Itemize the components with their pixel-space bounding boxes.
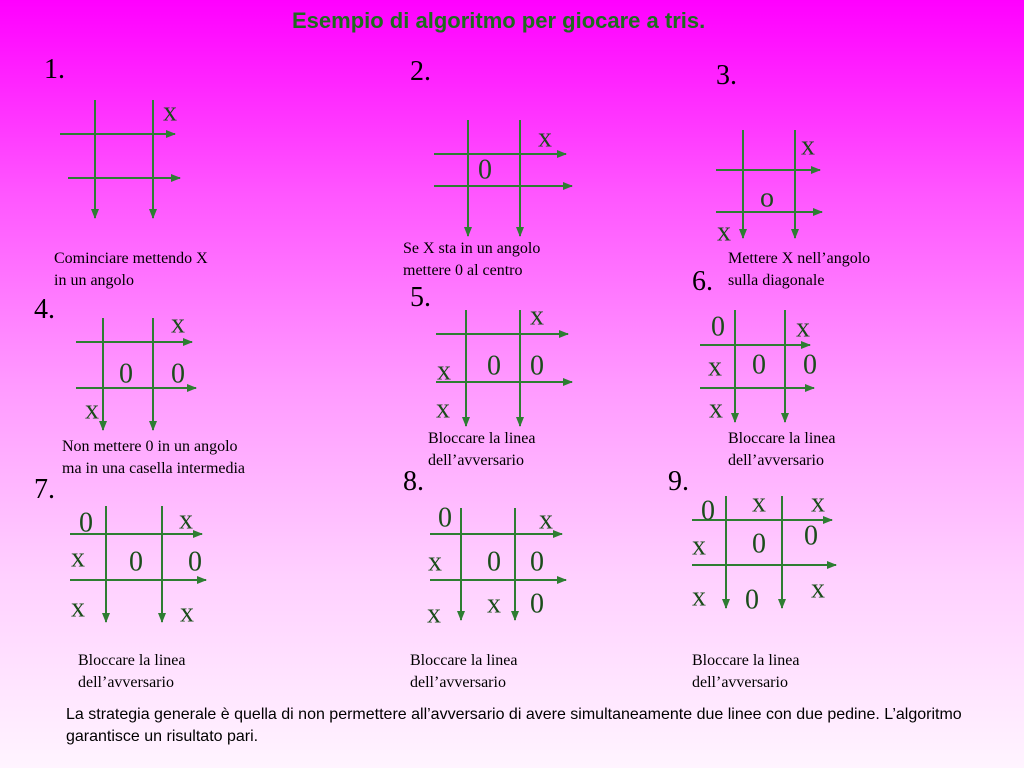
step-caption-6: [728, 428, 836, 472]
step-caption-9: [692, 650, 800, 694]
nought-mark: 0: [119, 358, 133, 390]
nought-mark: 0: [752, 349, 766, 381]
caption-line: Mettere X nell’angolo: [728, 250, 871, 267]
cross-mark: x: [796, 312, 810, 344]
caption-line: dell’avversario: [428, 452, 524, 469]
nought-mark: o: [760, 182, 774, 214]
cross-mark: x: [538, 122, 552, 154]
cross-mark: x: [801, 130, 815, 162]
caption-line: Cominciare mettendo X: [54, 250, 208, 267]
nought-mark: 0: [711, 311, 725, 343]
nought-mark: 0: [530, 350, 544, 382]
tris-board-7: [34, 474, 206, 629]
step-number: 8.: [403, 466, 424, 497]
step-caption-1: [54, 248, 208, 292]
step-caption-2: [403, 238, 540, 282]
cross-mark: x: [539, 504, 553, 536]
caption-line: sulla diagonale: [728, 272, 825, 289]
cross-mark: x: [811, 487, 825, 519]
step-number: 6.: [692, 266, 713, 297]
tris-board-5: [410, 282, 572, 426]
step-number: 9.: [668, 466, 689, 497]
nought-mark: 0: [803, 349, 817, 381]
tris-board-8: [403, 466, 566, 630]
tris-board-1: [44, 54, 180, 218]
caption-line: Bloccare la linea: [728, 430, 836, 447]
nought-mark: 0: [530, 588, 544, 620]
cross-mark: x: [811, 573, 825, 605]
cross-mark: x: [436, 393, 450, 425]
nought-mark: 0: [188, 546, 202, 578]
cross-mark: x: [71, 542, 85, 574]
cross-mark: x: [692, 581, 706, 613]
nought-mark: 0: [487, 546, 501, 578]
step-number: 1.: [44, 54, 65, 85]
caption-line: dell’avversario: [78, 674, 174, 691]
nought-mark: 0: [171, 358, 185, 390]
caption-line: Non mettere 0 in un angolo: [62, 438, 238, 455]
nought-mark: 0: [701, 495, 715, 527]
cross-mark: x: [179, 504, 193, 536]
step-caption-5: [428, 428, 536, 472]
nought-mark: 0: [79, 507, 93, 539]
nought-mark: 0: [530, 546, 544, 578]
cross-mark: x: [487, 588, 501, 620]
caption-line: ma in una casella intermedia: [62, 460, 246, 477]
caption-line: dell’avversario: [410, 674, 506, 691]
caption-line: Bloccare la linea: [692, 652, 800, 669]
cross-mark: x: [709, 393, 723, 425]
step-caption-3: [728, 248, 870, 292]
step-caption-7: [78, 650, 186, 694]
tris-board-2: [410, 56, 572, 236]
caption-line: Se X sta in un angolo: [403, 240, 541, 257]
nought-mark: 0: [438, 502, 452, 534]
cross-mark: x: [437, 355, 451, 387]
step-number: 3.: [716, 60, 737, 91]
cross-mark: x: [71, 592, 85, 624]
cross-mark: x: [530, 300, 544, 332]
nought-mark: 0: [478, 154, 492, 186]
nought-mark: 0: [745, 584, 759, 616]
caption-line: dell’avversario: [728, 452, 824, 469]
caption-line: Bloccare la linea: [428, 430, 536, 447]
caption-line: Bloccare la linea: [78, 652, 186, 669]
step-caption-8: [410, 650, 518, 694]
cross-mark: x: [428, 546, 442, 578]
cross-mark: x: [717, 216, 731, 248]
cross-mark: x: [163, 96, 177, 128]
nought-mark: 0: [752, 528, 766, 560]
tris-board-9: [668, 466, 836, 616]
step-caption-4: [62, 436, 245, 480]
tris-board-4: [34, 294, 196, 430]
caption-line: dell’avversario: [692, 674, 788, 691]
cross-mark: x: [180, 597, 194, 629]
step-number: 4.: [34, 294, 55, 325]
step-number: 5.: [410, 282, 431, 313]
cross-mark: x: [692, 530, 706, 562]
cross-mark: x: [708, 351, 722, 383]
nought-mark: 0: [487, 350, 501, 382]
step-number: 7.: [34, 474, 55, 505]
tris-board-3: [716, 60, 822, 248]
caption-line: Bloccare la linea: [410, 652, 518, 669]
nought-mark: 0: [804, 520, 818, 552]
step-number: 2.: [410, 56, 431, 87]
slide-title: Esempio di algoritmo per giocare a tris.: [292, 8, 706, 33]
strategy-note: La strategia generale è quella di non permettere all’avversario di avere simultaneamente due linee con due pedine. L’algoritmo garantisce un risultato pari.: [66, 706, 962, 745]
cross-mark: x: [85, 394, 99, 426]
cross-mark: x: [171, 308, 185, 340]
nought-mark: 0: [129, 546, 143, 578]
caption-line: in un angolo: [54, 272, 134, 289]
caption-line: mettere 0 al centro: [403, 262, 523, 279]
cross-mark: x: [752, 487, 766, 519]
cross-mark: x: [427, 598, 441, 630]
